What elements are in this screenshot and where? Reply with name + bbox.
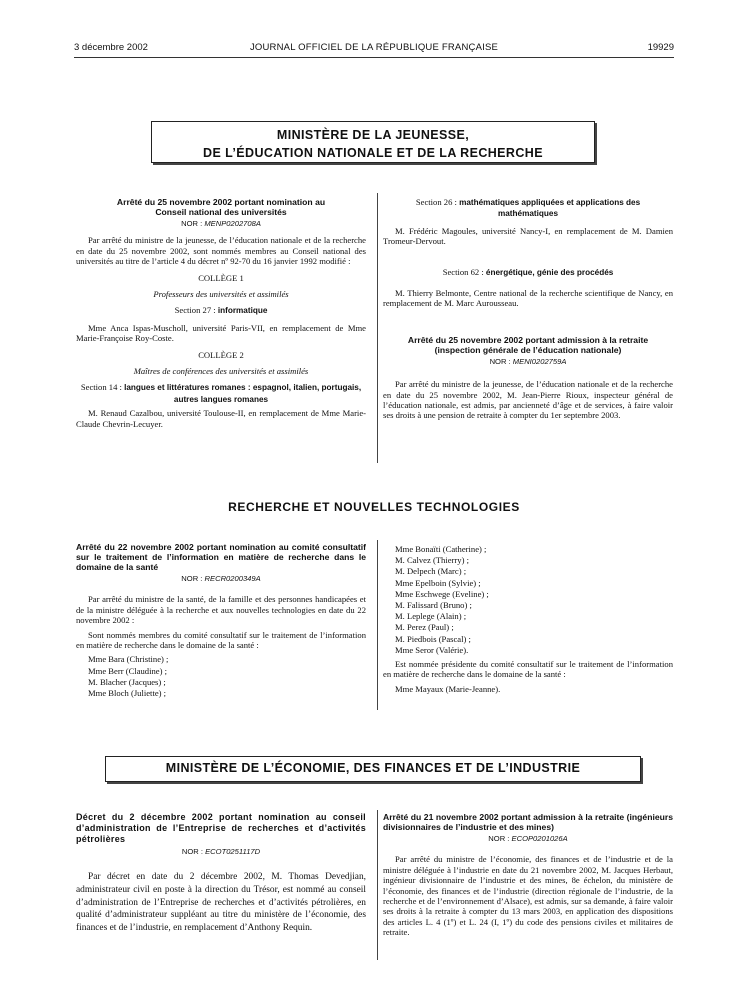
arrete-retraite-title: Arrêté du 25 novembre 2002 portant admission à la retraite (inspection générale de l’éducation nationale) [407,334,649,355]
column-divider [377,193,378,463]
ministry-economie-box [105,756,641,782]
list-item: M. Leplege (Alain) ; [395,611,467,622]
arrete-cnu-nor [76,219,366,229]
ministry-heading-box [151,121,595,163]
arrete-comite-title: Arrêté du 22 novembre 2002 portant nomination au comité consultatif sur le traitement de l’information en matière de recherche dans le domaine de la santé [76,542,366,572]
arrete-ingenieurs-column-right [383,812,673,942]
decret-title: Décret du 2 décembre 2002 portant nomination au conseil d’administration de l’Entreprise de recherches et d’activités pétrolières [76,812,366,844]
arrete-cnu-column-right [383,197,673,425]
list-item: Mme Bara (Christine) ; [88,654,169,665]
section62-heading: Section 62 : énergétique, génie des procédés [442,266,614,277]
arrete-comite-column-left [76,542,366,699]
president-text: Est nommée présidente du comité consultatif sur le traitement de l’information en matière de recherche dans le domaine de la santé : [383,659,673,680]
column-divider [377,810,378,960]
decret-text: Par décret en date du 2 décembre 2002, M. Thomas Devedjian, administrateur civil en poste à la direction du Trésor, est nommé au conseil d’administration de l’Entreprise de recherches et d’activités pétrolières, en qualité d’administrateur suppléant au titre du ministère de l’économie, des finances et de l’industrie, en remplacement d’Anthony Requin. [76,872,366,933]
section27-text: Mme Anca Ispas-Muscholl, université Paris-VII, en remplacement de Mme Marie-Françoise Roy-Coste. [76,322,366,344]
list-item: Mme Bonaïti (Catherine) ; [395,544,487,554]
list-item: Mme Eschwege (Eveline) ; [395,588,489,599]
list-item: Mme Seror (Valérie). [395,644,469,655]
header-date: 3 décembre 2002 [74,42,148,53]
section-heading-recherche: RECHERCHE ET NOUVELLES TECHNOLOGIES [228,500,520,514]
list-item: M. Piedbois (Pascal) ; [395,633,471,644]
list-item: M. Blacher (Jacques) ; [88,676,166,687]
arrete-comite-members-intro: Sont nommés membres du comité consultatif sur le traitement de l’information en matière de recherche dans le domaine de la santé : [76,629,366,651]
nor-code: MENP0202708A [204,219,261,228]
arrete-comite-intro: Par arrêté du ministre de la santé, de la famille et des personnes handicapées et de la ministre déléguée à la recherche et aux nouvelles technologies en date du 22 novembre 2002 : [76,594,366,626]
members-list-left [76,654,366,699]
list-item: M. Calvez (Thierry) ; [395,555,469,566]
journal-title: JOURNAL OFFICIEL DE LA RÉPUBLIQUE FRANÇAISE [249,42,499,53]
list-item: Mme Berr (Claudine) ; [88,665,167,676]
arrete-ingenieurs-title: Arrêté du 21 novembre 2002 portant admission à la retraite (ingénieurs divisionnaires de l’industrie et des mines) [383,812,673,832]
members-list-right [383,544,673,656]
list-item: Mme Epelboin (Sylvie) ; [395,577,481,588]
header-rule [74,57,674,58]
ministry-heading-line2: DE L’ÉDUCATION NATIONALE ET DE LA RECHERCHE [203,146,543,160]
section27-heading: Section 27 : informatique [174,305,268,316]
section62-text: M. Thierry Belmonte, Centre national de la recherche scientifique de Nancy, en remplacement de M. Marc Aurousseau. [383,288,673,309]
arrete-ingenieurs-text: Par arrêté du ministre de l’économie, des finances et de l’industrie et de la ministre déléguée à l’industrie en date du 21 novembre 2002, M. Jacques Herbaut, ingénieur divisionnaire de l’industrie et des mines, 8e échelon, du ministère de l’économie, des finances et de l’industrie (direction régionale de l’industrie, de la recherche et de l’environnement d’Alsace), est admis, sur sa demande, à faire valoir ses droits à la retraite à compter du 13 mars 2003, en application des dispositions des articles L. 4 (1º) et L. 24 (I, 1º) du code des pensions civiles et militaires de retraite. [383,854,673,938]
list-item: Mme Bloch (Juliette) ; [88,688,167,699]
college2-heading: COLLÈGE 2 [198,349,244,360]
list-item: M. Falissard (Bruno) ; [395,600,472,611]
decret-nor: NOR : ECOT0251117D [181,847,261,856]
section14-heading: Section 14 : langues et littératures romanes : espagnol, italien, portugais, autres langues romanes [80,382,362,404]
college1-heading: COLLÈGE 1 [198,272,244,283]
list-item: M. Perez (Paul) ; [395,622,454,633]
page-number: 19929 [647,42,674,53]
section26-text: M. Frédéric Magoules, université Nancy-I, en remplacement de M. Damien Tromeur-Dervout. [383,225,673,247]
list-item: M. Delpech (Marc) ; [395,566,467,577]
arrete-comite-nor: NOR : RECR0200349A [181,574,261,583]
section26-heading: Section 26 : mathématiques appliquées et applications des mathématiques [415,197,641,219]
arrete-cnu-intro: Par arrêté du ministre de la jeunesse, de l’éducation nationale et de la recherche en date du 25 novembre 2002, sont nommés membres au Conseil national des universités au titre de l’article 4 du décret nº 92-70 du 16 janvier 1992 modifié : [76,235,366,267]
column-divider [377,540,378,710]
nor-label: NOR : [181,219,203,228]
arrete-cnu-column-left [76,197,366,433]
ministry-economie-title: MINISTÈRE DE L’ÉCONOMIE, DES FINANCES ET DE L’INDUSTRIE [165,761,581,775]
arrete-ingenieurs-nor: NOR : ECOP0201026A [488,834,568,843]
arrete-retraite-text: Par arrêté du ministre de la jeunesse, de l’éducation nationale et de la recherche en date du 25 novembre 2002, M. Jean-Pierre Rioux, inspecteur général de l’éducation nationale, est admis, par ancienneté d’âge et de services, à faire valoir ses droits à une pension de retraite à compter du 1er septembre 2003. [383,379,673,421]
president-name: Mme Mayaux (Marie-Jeanne). [395,683,501,694]
college1-subheading: Professeurs des universités et assimilés [153,289,289,300]
section14-text: M. Renaud Cazalbou, université Toulouse-II, en remplacement de Mme Marie-Claude Chevrin-Lecuyer. [76,408,366,429]
arrete-retraite-nor: NOR : MENI0202759A [489,356,567,366]
ministry-heading-line1: MINISTÈRE DE LA JEUNESSE, [276,128,470,142]
page-header [74,42,674,56]
arrete-cnu-title: Arrêté du 25 novembre 2002 portant nomination au Conseil national des universités [116,197,326,217]
decret-column-left [76,812,366,938]
arrete-comite-column-right [383,544,673,698]
college2-subheading: Maîtres de conférences des universités et assimilés [133,366,309,377]
